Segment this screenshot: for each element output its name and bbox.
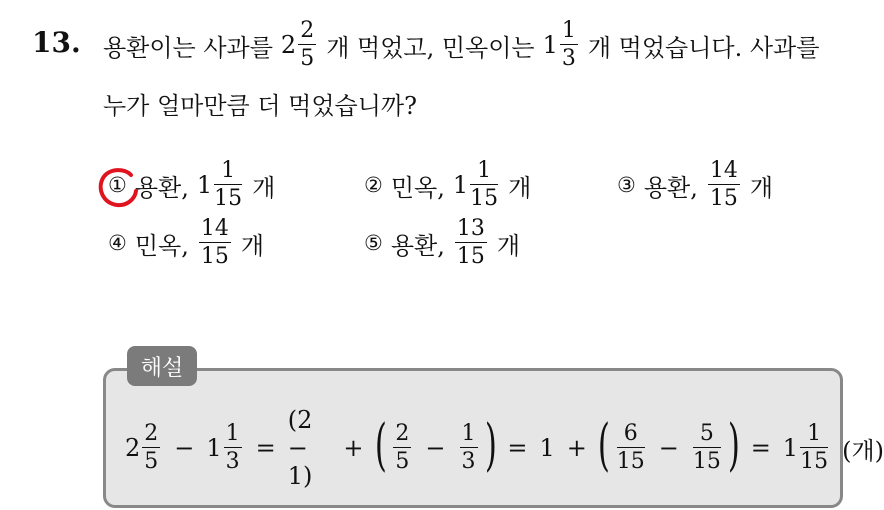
- fraction-numerator: 2: [395, 421, 410, 446]
- fraction-denominator: 15: [709, 186, 738, 211]
- fraction-denominator: 15: [214, 186, 243, 211]
- fraction-numerator: 13: [456, 216, 485, 241]
- question-text-c: 개 먹었습니다. 사과를: [587, 33, 820, 62]
- choice-3-who: 용환,: [643, 173, 698, 202]
- fraction-whole: 2: [125, 434, 141, 462]
- fraction-denominator: 15: [692, 449, 721, 474]
- choice-1[interactable]: [108, 160, 275, 210]
- fraction-denominator: 15: [616, 449, 645, 474]
- equals-sign: =: [750, 434, 771, 462]
- fraction-denominator: 3: [225, 449, 240, 474]
- choice-1-unit: 개: [252, 173, 276, 202]
- solution-fraction-2-5: [393, 423, 411, 473]
- fraction-numerator: 14: [200, 216, 229, 241]
- choice-3-marker: ③: [617, 173, 636, 197]
- fraction-denominator: 3: [561, 46, 576, 71]
- right-paren: ): [727, 413, 740, 478]
- solution-fraction-1-3: [460, 423, 478, 473]
- fraction-numerator: 1: [221, 158, 236, 183]
- choice-5-marker: ⑤: [364, 231, 383, 255]
- fraction-denominator: 5: [395, 449, 410, 474]
- choice-2-unit: 개: [508, 173, 532, 202]
- plus-sign: +: [343, 434, 364, 462]
- fraction-denominator: 3: [461, 449, 476, 474]
- choice-5-unit: 개: [496, 231, 521, 260]
- solution-whole-difference: (2 − 1): [287, 406, 313, 490]
- fraction-whole: 1: [782, 434, 799, 462]
- fraction-whole: 1: [542, 31, 558, 59]
- solution-equation: [125, 406, 884, 490]
- fraction: [560, 20, 578, 70]
- fraction-denominator: 15: [470, 186, 499, 211]
- fraction-numerator: 1: [807, 421, 822, 446]
- fraction-denominator: 5: [144, 449, 159, 474]
- fraction: [214, 160, 242, 210]
- fraction-whole: 1: [196, 171, 213, 199]
- fraction-denominator: 15: [800, 449, 829, 474]
- fraction-numerator: 6: [623, 421, 638, 446]
- fraction-numerator: 5: [699, 421, 714, 446]
- solution-unit: (개): [842, 436, 884, 465]
- solution-tab: 해설: [127, 346, 197, 386]
- equals-sign: =: [255, 434, 276, 462]
- fraction: [142, 423, 160, 473]
- right-paren: ): [484, 413, 497, 478]
- fraction-numerator: 1: [477, 158, 492, 183]
- solution-fraction-6-15: [617, 423, 645, 473]
- fraction: [298, 20, 316, 70]
- fraction-whole: 1: [206, 434, 222, 462]
- fraction-numerator: 2: [300, 18, 315, 43]
- question-number: 13.: [32, 26, 81, 59]
- fraction: [470, 160, 498, 210]
- question-line-1: [103, 20, 819, 70]
- choice-4-marker: ④: [108, 231, 127, 255]
- choice-5[interactable]: [364, 218, 520, 268]
- left-paren: (: [597, 413, 610, 478]
- minus-sign: −: [174, 434, 195, 462]
- fraction-whole: 2: [280, 31, 297, 59]
- solution-term-1: [125, 423, 162, 473]
- solution-fraction-5-15: [693, 423, 721, 473]
- equals-sign: =: [507, 434, 528, 462]
- choice-3-fraction: [708, 160, 740, 210]
- solution-term-2: [206, 423, 243, 473]
- choice-4-fraction: [199, 218, 231, 268]
- solution-one: 1: [539, 434, 555, 462]
- fraction-whole: 1: [452, 171, 469, 199]
- choice-4[interactable]: [108, 218, 264, 268]
- choice-4-unit: 개: [240, 231, 265, 260]
- fraction-numerator: 14: [709, 158, 738, 183]
- question-text-a: 용환이는 사과를: [103, 33, 273, 62]
- choice-1-value: [197, 160, 244, 210]
- choice-3[interactable]: [617, 160, 773, 210]
- choice-2-who: 민옥,: [390, 173, 445, 202]
- choice-5-who: 용환,: [390, 231, 445, 260]
- choice-2-value: [453, 160, 500, 210]
- fraction: [800, 423, 828, 473]
- question-line-2: 누가 얼마만큼 더 먹었습니까?: [103, 92, 417, 120]
- fraction-denominator: 5: [300, 46, 315, 71]
- choice-4-who: 민옥,: [134, 231, 189, 260]
- question-mixed-fraction-1: [281, 20, 318, 70]
- choice-2-marker: ②: [364, 173, 383, 197]
- question-text-b: 개 먹었고, 민옥이는: [326, 33, 535, 62]
- fraction-numerator: 1: [225, 421, 240, 446]
- fraction-numerator: 1: [461, 421, 476, 446]
- fraction-denominator: 15: [200, 244, 229, 269]
- choice-5-fraction: [455, 218, 487, 268]
- fraction-numerator: 1: [561, 18, 576, 43]
- choice-3-unit: 개: [749, 173, 774, 202]
- minus-sign: −: [658, 434, 679, 462]
- question-mixed-fraction-2: [543, 20, 580, 70]
- plus-sign: +: [566, 434, 587, 462]
- choice-2[interactable]: [364, 160, 531, 210]
- fraction-numerator: 2: [144, 421, 159, 446]
- left-paren: (: [374, 413, 387, 478]
- solution-result: [783, 423, 830, 473]
- choice-1-marker: ①: [108, 173, 127, 197]
- fraction: [224, 423, 242, 473]
- fraction-denominator: 15: [456, 244, 485, 269]
- choice-1-who: 용환,: [134, 173, 189, 202]
- minus-sign: −: [425, 434, 446, 462]
